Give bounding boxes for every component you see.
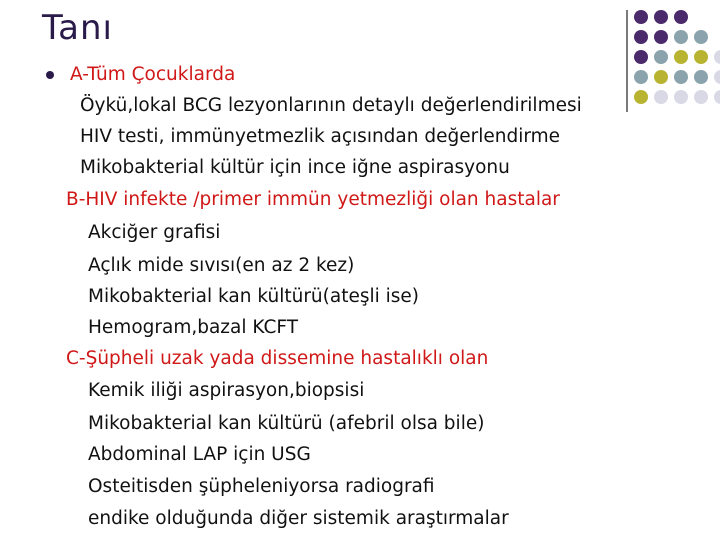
- decorative-dot: [654, 70, 668, 84]
- list-item: Osteitisden şüpheleniyorsa radiografi: [88, 476, 435, 497]
- decorative-dot: [674, 70, 688, 84]
- decorative-dot: [694, 90, 708, 104]
- decorative-dot: [654, 50, 668, 64]
- decorative-dot: [634, 10, 648, 24]
- decorative-divider: [626, 10, 628, 112]
- list-item: Açlık mide sıvısı(en az 2 kez): [88, 255, 355, 276]
- decorative-dot: [694, 30, 708, 44]
- decorative-dot: [694, 50, 708, 64]
- decorative-dot: [714, 50, 720, 64]
- list-item: Akciğer grafisi: [88, 222, 221, 243]
- list-item: Abdominal LAP için USG: [88, 444, 311, 465]
- decorative-dot: [654, 10, 668, 24]
- list-item: Öykü,lokal BCG lezyonlarının detaylı değerlendirilmesi: [80, 95, 582, 116]
- decorative-dot: [634, 90, 648, 104]
- decorative-dot: [634, 70, 648, 84]
- decorative-dot: [654, 30, 668, 44]
- list-item: endike olduğunda diğer sistemik araştırmalar: [88, 508, 509, 529]
- list-item: Mikobakterial kültür için ince iğne aspirasyonu: [80, 157, 510, 178]
- decorative-dot: [674, 50, 688, 64]
- decorative-dot: [634, 50, 648, 64]
- decorative-dot: [694, 70, 708, 84]
- decorative-dot: [674, 10, 688, 24]
- section-a-heading: A-Tüm Çocuklarda: [70, 64, 236, 85]
- bullet-dot: [46, 71, 54, 79]
- decorative-dot: [674, 90, 688, 104]
- list-item: Hemogram,bazal KCFT: [88, 317, 299, 338]
- decorative-dot: [654, 90, 668, 104]
- decorative-dot: [714, 90, 720, 104]
- list-item: Mikobakterial kan kültürü(ateşli ise): [88, 286, 420, 307]
- list-item: HIV testi, immünyetmezlik açısından değerlendirme: [80, 126, 561, 147]
- decorative-dot: [714, 70, 720, 84]
- section-c-heading: C-Şüpheli uzak yada dissemine hastalıklı olan: [66, 348, 489, 369]
- list-item: Kemik iliği aspirasyon,biopsisi: [88, 380, 365, 401]
- list-item: Mikobakterial kan kültürü (afebril olsa bile): [88, 413, 485, 434]
- section-b-heading: B-HIV infekte /primer immün yetmezliği olan hastalar: [66, 189, 560, 210]
- slide-title: Tanı: [42, 8, 113, 48]
- decorative-dot: [634, 30, 648, 44]
- decorative-dot: [674, 30, 688, 44]
